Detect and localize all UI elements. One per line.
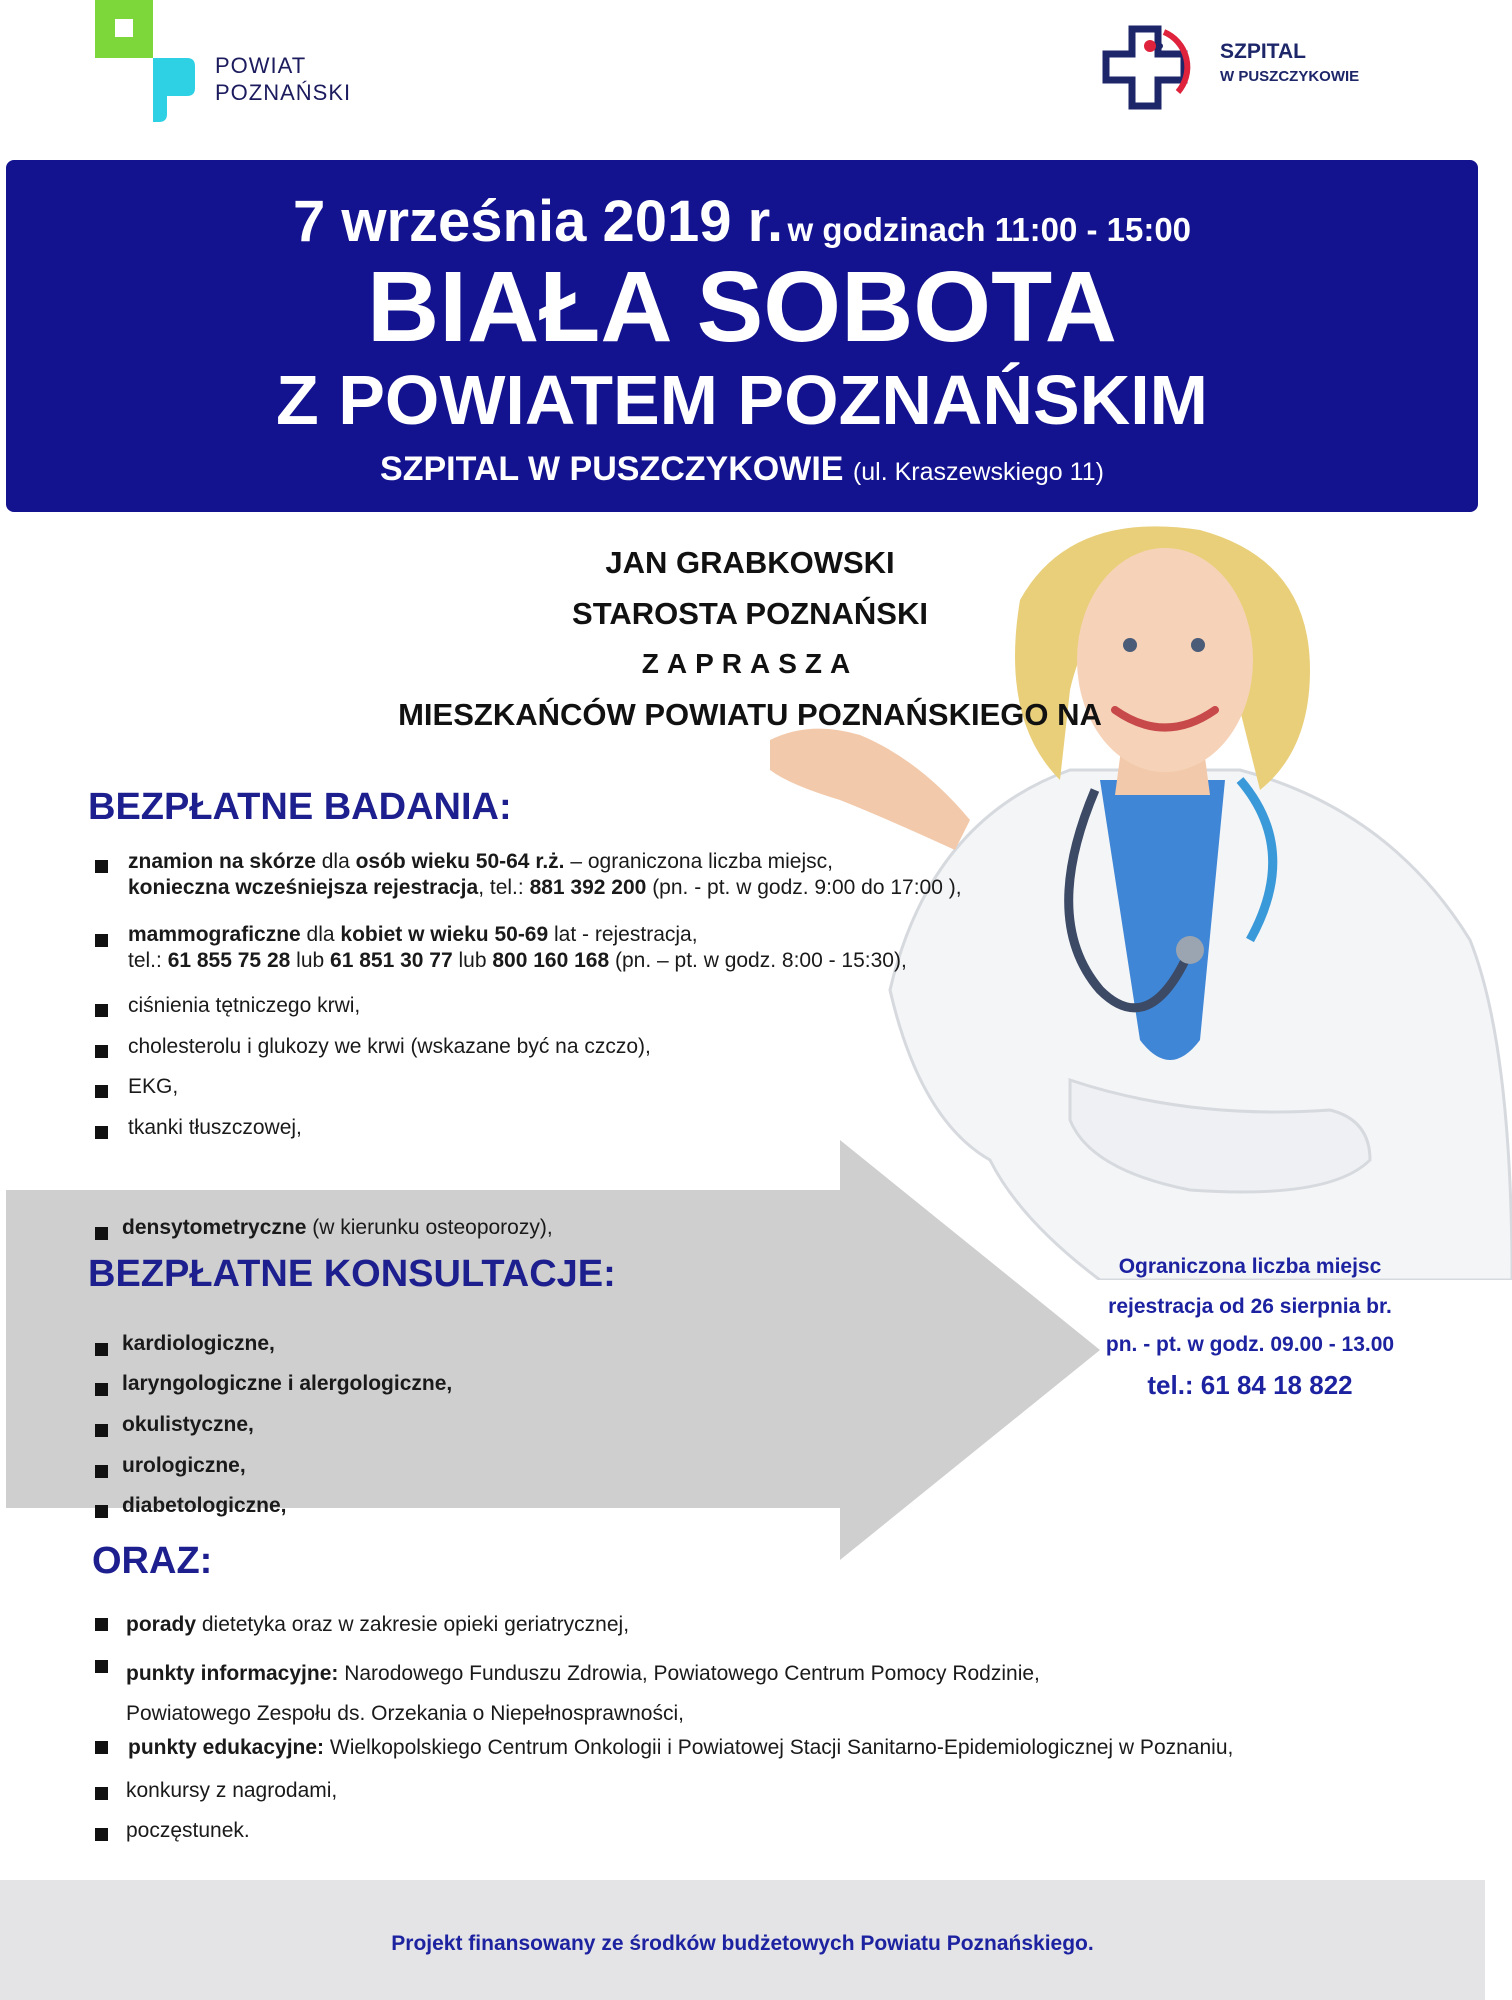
bullet-icon [95, 1505, 108, 1518]
section-heading-badania: BEZPŁATNE BADANIA: [88, 786, 512, 828]
item-text-bold: mammograficzne [128, 923, 301, 946]
bullet-icon [95, 1465, 108, 1478]
list-item-badanie-cisnienie: ciśnienia tętniczego krwi, [128, 994, 361, 1017]
item-text: (pn. - pt. w godz. 9:00 do 17:00 ), [646, 876, 962, 899]
bullet-icon [95, 1424, 108, 1437]
event-title: BIAŁA SOBOTA [367, 251, 1117, 363]
bullet-icon [95, 1828, 108, 1841]
powiat-logo [95, 0, 395, 125]
list-item-oraz-punkty-informacyjne [126, 1654, 1226, 1734]
powiat-logo-text [215, 52, 351, 106]
list-item-konsultacja: laryngologiczne i alergologiczne, [122, 1372, 453, 1395]
item-text-bold: znamion na skórze [128, 850, 316, 873]
bullet-icon [95, 1383, 108, 1396]
invitation-name: JAN GRABKOWSKI [605, 545, 895, 580]
bullet-icon [95, 1787, 108, 1800]
bullet-icon [95, 1227, 108, 1240]
invitation-verb: ZAPRASZA [641, 648, 859, 679]
list-item-konsultacja: kardiologiczne, [122, 1332, 275, 1355]
event-hours: w godzinach 11:00 - 15:00 [787, 211, 1192, 248]
event-subtitle: Z POWIATEM POZNAŃSKIM [276, 361, 1208, 439]
footer-funding-note: Projekt finansowany ze środków budżetowych Powiatu Poznańskiego. [391, 1932, 1094, 1955]
list-item-konsultacja: okulistyczne, [122, 1413, 254, 1436]
item-text-bold: osób wieku 50-64 r.ż. [355, 850, 565, 873]
powiat-logo-mark-icon [95, 0, 195, 125]
item-text-bold: punkty edukacyjne: [128, 1736, 325, 1759]
bullet-icon [95, 1741, 108, 1754]
section-heading-oraz: ORAZ: [92, 1540, 213, 1582]
event-banner [6, 160, 1478, 512]
list-item-oraz-poczestunek: poczęstunek. [126, 1819, 250, 1842]
item-text: lub [452, 949, 493, 972]
item-text: – ograniczona liczba miejsc, [564, 850, 833, 873]
section-heading-konsultacje: BEZPŁATNE KONSULTACJE: [88, 1253, 616, 1295]
info-phone: tel.: 61 84 18 822 [1147, 1370, 1353, 1400]
item-text-bold: kobiet w wieku 50-69 [340, 923, 549, 946]
item-text-bold: 61 851 30 77 [330, 949, 453, 972]
item-text: (w kierunku osteoporozy), [306, 1216, 553, 1239]
item-text: (pn. – pt. w godz. 8:00 - 15:30), [609, 949, 907, 972]
list-item-badanie-cholesterol: cholesterolu i glukozy we krwi (wskazane być na czczo), [128, 1035, 651, 1058]
list-item-badanie-densytometria [122, 1215, 553, 1241]
item-text: dla [300, 923, 341, 946]
list-item-oraz-punkty-edukacyjne [128, 1735, 1478, 1761]
event-address: (ul. Kraszewskiego 11) [852, 458, 1104, 486]
list-item-oraz-konkursy: konkursy z nagrodami, [126, 1779, 338, 1802]
item-text-bold: 800 160 168 [492, 949, 610, 972]
bullet-icon [95, 860, 108, 873]
item-text-bold: porady [126, 1613, 197, 1636]
powiat-logo-line2: POZNAŃSKI [215, 80, 352, 105]
item-text: dietetyka oraz w zakresie opieki geriatrycznej, [196, 1613, 630, 1636]
bullet-icon [95, 934, 108, 947]
info-registration-hours: pn. - pt. w godz. 09.00 - 13.00 [1105, 1333, 1395, 1356]
event-place-line [6, 450, 1478, 489]
list-item-badanie-ekg: EKG, [128, 1075, 179, 1098]
item-text: lub [290, 949, 331, 972]
szpital-logo-name: SZPITAL [1220, 40, 1306, 63]
item-text: dla [315, 850, 356, 873]
event-place: SZPITAL W PUSZCZYKOWIE [380, 450, 844, 488]
item-text: Wielkopolskiego Centrum Onkologii i Powiatowej Stacji Sanitarno-Epidemiologicznej w Poznaniu, [324, 1736, 1234, 1759]
list-item-konsultacja: urologiczne, [122, 1454, 246, 1477]
szpital-logo-sub: W PUSZCZYKOWIE [1220, 68, 1360, 85]
list-item-oraz-porady [126, 1612, 629, 1638]
item-text-bold: konieczna wcześniejsza rejestracja [128, 876, 479, 899]
list-item-konsultacja: diabetologiczne, [122, 1494, 287, 1517]
item-text-bold: punkty informacyjne: [126, 1662, 339, 1685]
szpital-logo [1100, 24, 1400, 124]
item-text-bold: densytometryczne [122, 1216, 307, 1239]
event-date-line [6, 188, 1478, 255]
info-registration-date: rejestracja od 26 sierpnia br. [1108, 1295, 1392, 1318]
bullet-icon [95, 1618, 108, 1631]
list-item-badanie-znamion [128, 849, 1128, 901]
info-limited-places: Ograniczona liczba miejsc [1118, 1255, 1382, 1278]
item-text: Narodowego Funduszu Zdrowia, Powiatowego Centrum Pomocy Rodzinie, [338, 1662, 1040, 1685]
bullet-icon [95, 1085, 108, 1098]
powiat-logo-line1: POWIAT [215, 53, 307, 78]
invitation-audience: MIESZKAŃCÓW POWIATU POZNAŃSKIEGO NA [398, 697, 1102, 732]
item-text-bold: 61 855 75 28 [167, 949, 291, 972]
item-text-bold: 881 392 200 [529, 876, 647, 899]
bullet-icon [95, 1343, 108, 1356]
item-text: lat - rejestracja, [548, 923, 698, 946]
bullet-icon [95, 1004, 108, 1017]
item-text: tel.: [128, 949, 168, 972]
bullet-icon [95, 1045, 108, 1058]
list-item-badanie-tkanka: tkanki tłuszczowej, [128, 1116, 302, 1139]
footer-bar [0, 1880, 1485, 2000]
invitation-role: STAROSTA POZNAŃSKI [572, 596, 928, 631]
event-date: 7 września 2019 r. [292, 189, 784, 254]
list-item-badanie-mammografia [128, 922, 1128, 974]
hospital-cross-icon [1100, 24, 1210, 119]
bullet-icon [95, 1660, 108, 1673]
item-text: Powiatowego Zespołu ds. Orzekania o Niepełnosprawności, [126, 1702, 684, 1725]
item-text: , tel.: [478, 876, 530, 899]
bullet-icon [95, 1126, 108, 1139]
